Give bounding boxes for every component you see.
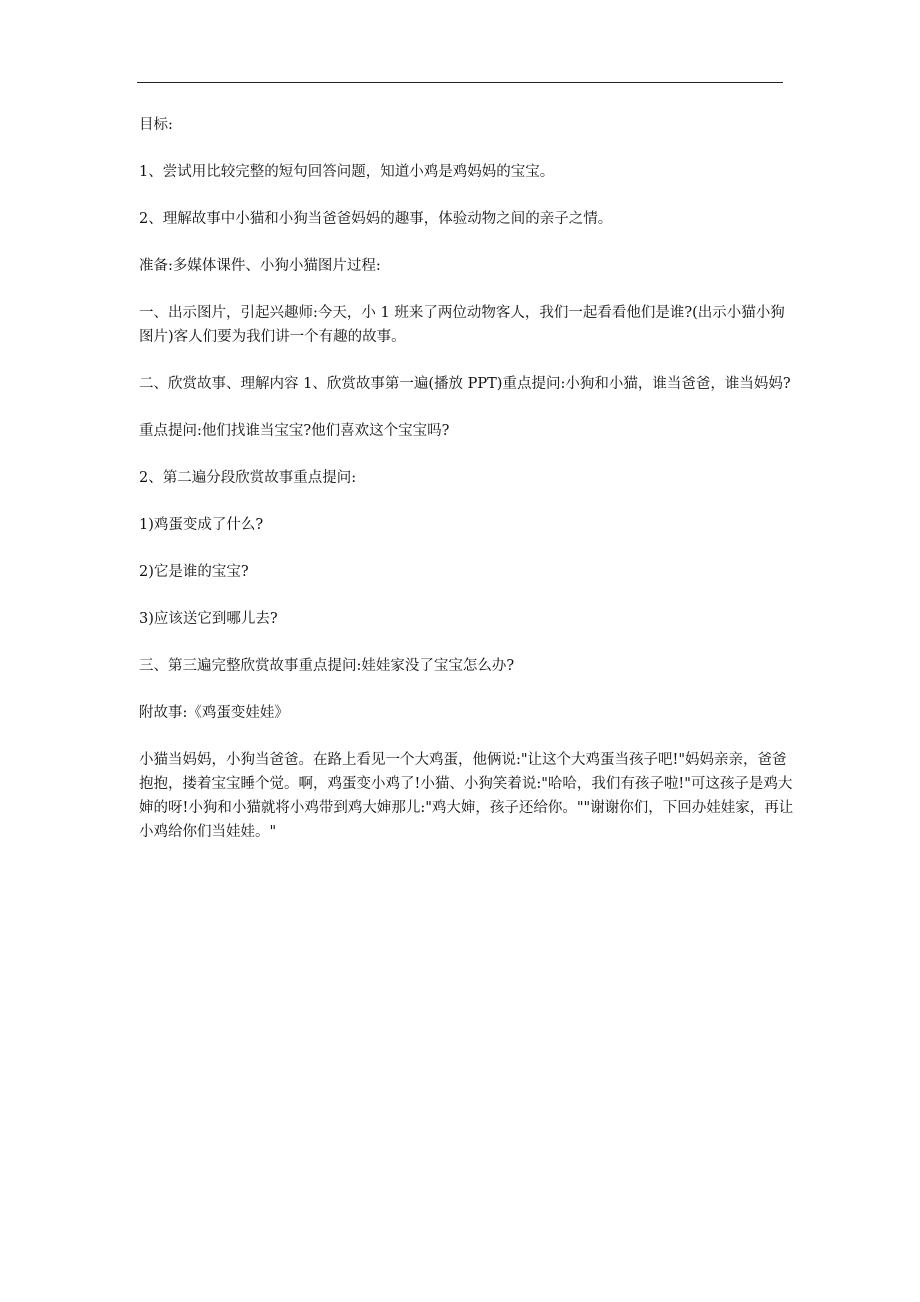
key-question: 重点提问:他们找谁当宝宝?他们喜欢这个宝宝吗?	[139, 423, 450, 439]
goal-item-2: 2、理解故事中小猫和小狗当爸爸妈妈的趣事，体验动物之间的亲子之情。	[139, 211, 613, 227]
goal-item-1: 1、尝试用比较完整的短句回答问题，知道小鸡是鸡妈妈的宝宝。	[139, 164, 555, 180]
story-title: 附故事:《鸡蛋变娃娃》	[139, 705, 289, 721]
header-rule	[137, 82, 783, 83]
question-2: 2)它是谁的宝宝?	[139, 564, 249, 580]
goal-heading: 目标:	[139, 117, 173, 133]
question-1: 1)鸡蛋变成了什么?	[139, 517, 264, 533]
document-body	[139, 113, 799, 867]
preparation: 准备:多媒体课件、小狗小猫图片过程:	[139, 258, 381, 274]
second-reading: 2、第二遍分段欣赏故事重点提问:	[139, 470, 357, 486]
story-text: 小猫当妈妈，小狗当爸爸。在路上看见一个大鸡蛋，他俩说:"让这个大鸡蛋当孩子吧!"妈妈亲亲，爸爸抱抱，搂着宝宝睡个觉。啊，鸡蛋变小鸡了!小猫、小狗笑着说:"哈哈，我们有孩子啦!"可这孩子是鸡大婶的呀!小狗和小猫就将小鸡带到鸡大婶那儿:"鸡大婶，孩子还给你。""谢谢你们，下回办娃娃家，再让小鸡给你们当娃娃。"	[139, 752, 794, 840]
question-3: 3)应该送它到哪儿去?	[139, 611, 278, 627]
step-1: 一、出示图片，引起兴趣师:今天，小 1 班来了两位动物客人，我们一起看看他们是谁?(出示小猫小狗图片)客人们要为我们讲一个有趣的故事。	[139, 305, 785, 345]
step-2: 二、欣赏故事、理解内容 1、欣赏故事第一遍(播放 PPT)重点提问:小狗和小猫，谁当爸爸，谁当妈妈?	[139, 376, 791, 392]
step-3: 三、第三遍完整欣赏故事重点提问:娃娃家没了宝宝怎么办?	[139, 658, 515, 674]
